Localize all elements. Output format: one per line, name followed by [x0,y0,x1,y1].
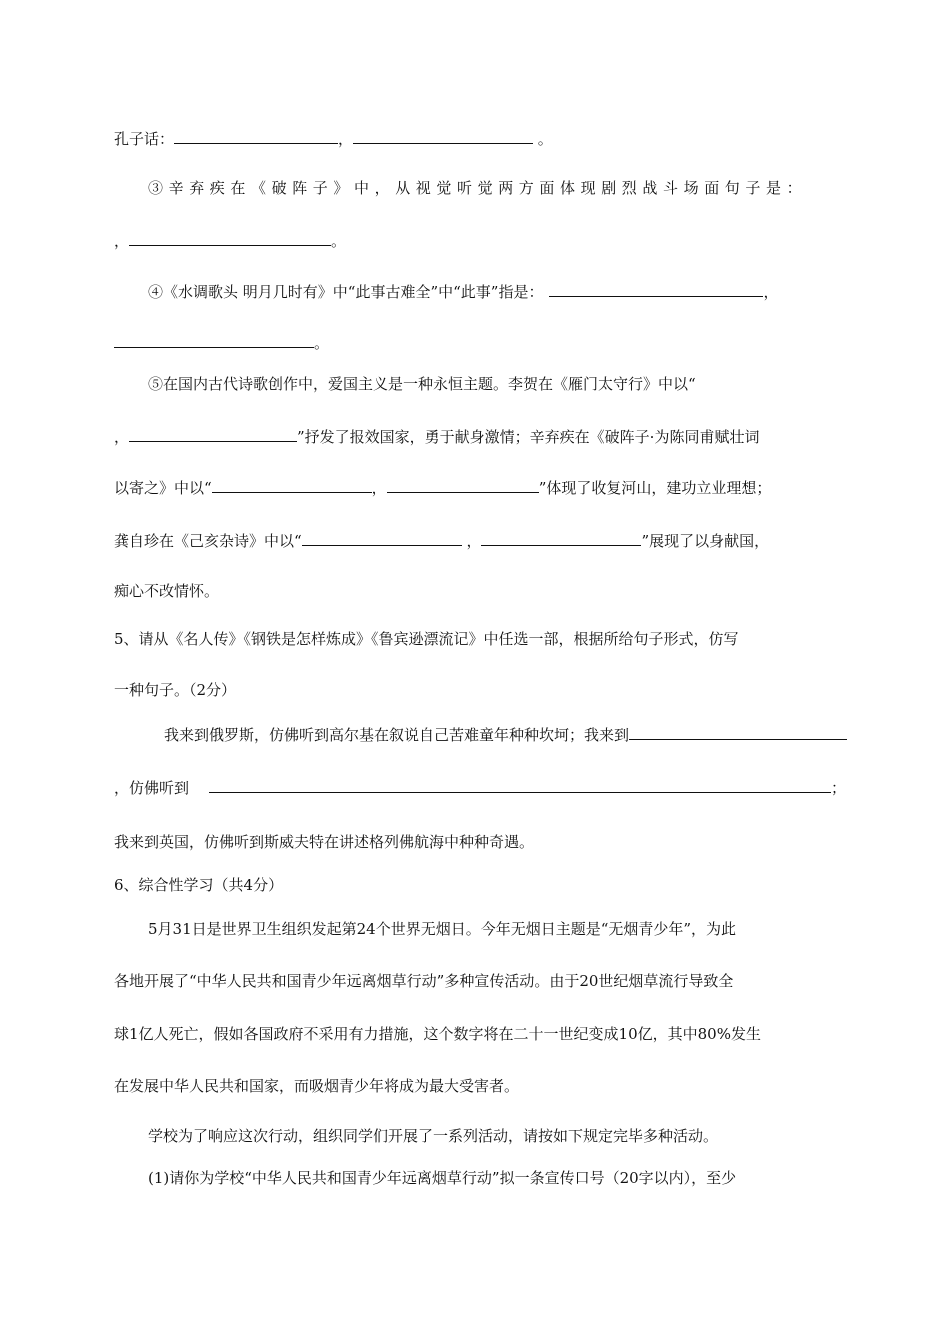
section-6-paragraph: 各地开展了“中华人民共和国青少年远离烟草行动”多种宣传活动。由于20世纪烟草流行导致全 [114,972,734,990]
text-line-11 [114,629,739,649]
question-5-text-cont: 痴心不改情怀。 [114,582,220,600]
question-5-text-cont: ”抒发了报效国家，勇于献身激情；辛弃疾在《破阵子·为陈同甫赋壮词 [297,428,760,446]
example-sentence-cont: ，仿佛听到 [114,779,190,797]
comma: ， [461,532,482,550]
answer-blank-12[interactable] [209,777,831,793]
example-sentence: 我来到俄罗斯，仿佛听到高尔基在叙说自己苦难童年种种坎坷；我来到 [164,726,630,744]
answer-blank-6[interactable] [129,426,297,442]
text-line-2 [148,178,807,198]
text-line-1 [114,128,553,148]
comma: ， [114,428,130,446]
comma: ， [763,283,779,301]
text-line-8 [114,477,771,497]
section-6-heading: 6、综合性学习（共4分） [114,876,284,894]
question-5-text: ⑤在国内古代诗歌创作中，爱国主义是一种永恒主题。李贺在《雁门太守行》中以“ [148,375,696,393]
section-6-paragraph: 在发展中华人民共和国家，而吸烟青少年将成为最大受害者。 [114,1077,520,1095]
text-line-19 [114,1024,761,1044]
comma: ， [338,130,354,148]
text-line-12 [114,680,236,700]
section-5-heading-cont: 一种句子。（2分） [114,681,237,699]
text-line-14 [114,777,846,797]
answer-blank-2[interactable] [353,128,533,144]
period: 。 [331,232,347,250]
confucius-lead: 孔子话： [114,130,175,148]
text-line-16 [114,875,283,895]
text-line-5 [114,332,329,352]
answer-blank-8[interactable] [387,477,539,493]
text-line-21 [148,1126,718,1146]
answer-blank-9[interactable] [302,530,462,546]
question-5-text-cont: ”体现了收复河山，建功立业理想； [538,479,772,497]
section-6-paragraph: 学校为了响应这次行动，组织同学们开展了一系列活动，请按如下规定完毕多种活动。 [148,1127,719,1145]
text-line-22 [148,1168,736,1188]
semicolon: ； [831,779,847,797]
period: 。 [533,130,553,148]
text-line-9 [114,530,769,550]
answer-blank-10[interactable] [481,530,641,546]
text-line-17 [148,919,736,939]
text-line-15 [114,832,534,852]
question-5-text-cont: 龚自珍在《己亥杂诗》中以“ [114,532,302,550]
period: 。 [314,334,330,352]
text-line-18 [114,971,733,991]
text-line-13 [164,724,847,744]
answer-blank-11[interactable] [629,724,847,740]
question-5-text-cont: 以寄之》中以“ [114,479,212,497]
answer-blank-4[interactable] [549,281,763,297]
answer-blank-1[interactable] [174,128,338,144]
answer-blank-3[interactable] [129,230,331,246]
section-6-paragraph: 5月31日是世界卫生组织发起第24个世界无烟日。今年无烟日主题是“无烟青少年”，为此 [148,920,737,938]
text-line-10 [114,581,219,601]
question-3-text: ③辛弃疾在《破阵子》中，从视觉听觉两方面体现剧烈战斗场面句子是： [148,179,808,197]
text-line-7 [114,426,759,446]
example-sentence-end: 我来到英国，仿佛听到斯威夫特在讲述格列佛航海中种种奇遇。 [114,833,535,851]
comma: ， [371,479,387,497]
comma: ， [114,232,130,250]
text-line-3 [114,230,346,250]
text-line-20 [114,1076,519,1096]
text-line-4 [148,281,778,301]
text-line-6 [148,374,696,394]
sub-question-1: (1)请你为学校“中华人民共和国青少年远离烟草行动”拟一条宣传口号（20字以内），至少 [148,1169,737,1187]
section-6-paragraph: 球1亿人死亡，假如各国政府不采用有力措施，这个数字将在二十一世纪变成10亿，其中80%发生 [114,1025,761,1043]
answer-blank-5[interactable] [114,332,314,348]
answer-blank-7[interactable] [212,477,372,493]
question-5-text-cont: ”展现了以身献国， [641,532,770,550]
question-4-text: ④《水调歌头 明月几时有》中“此事古难全”中“此事”指是： [148,283,544,301]
section-5-heading: 5、请从《名人传》《钢铁是怎样炼成》《鲁宾逊漂流记》中任选一部，根据所给句子形式，仿写 [114,630,739,648]
